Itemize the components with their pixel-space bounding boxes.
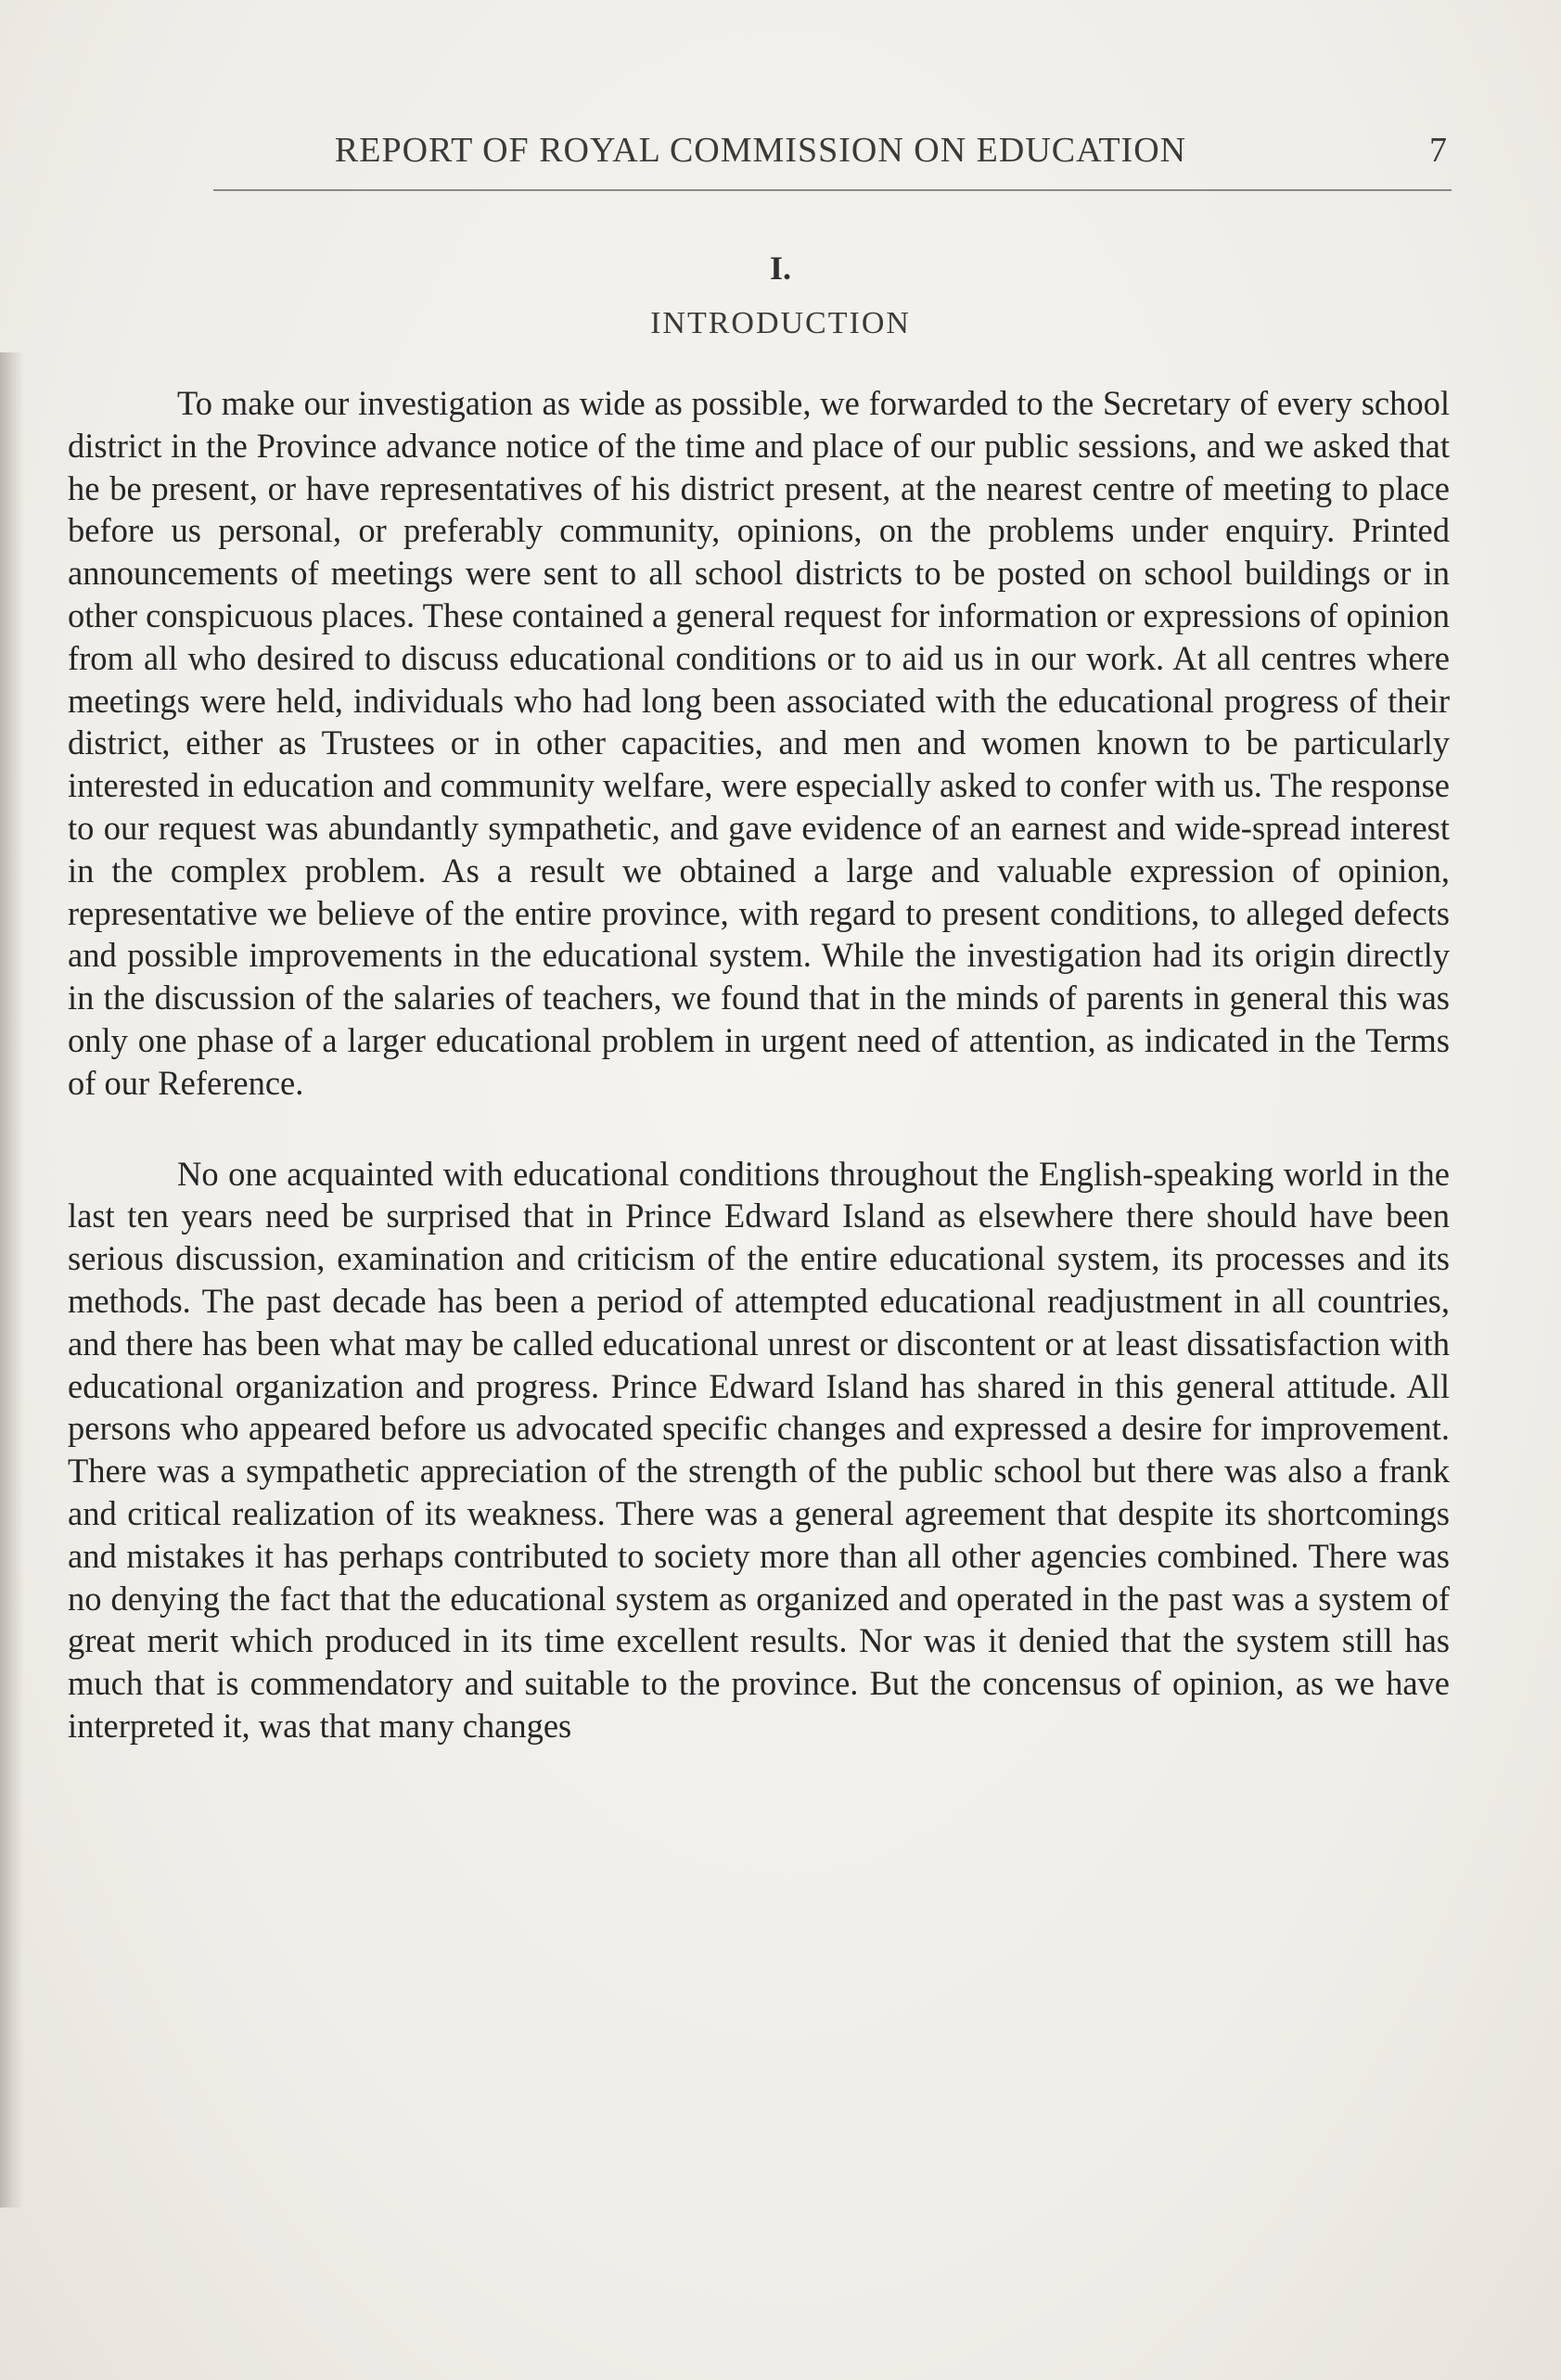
binding-shadow	[0, 352, 24, 2207]
body-text	[68, 382, 1450, 1796]
paragraph-1: To make our investigation as wide as possible, we forwarded to the Secretary of every school district in the Province advance notice of the time and place of our public sessions, and we asked that he be present, or have representatives of his district present, at the nearest centre of meeting to place before us personal, or preferably community, opinions, on the problems under enquiry. Printed announcements of meetings were sent to all school districts to be posted on school buildings or in other conspicuous places. These contained a general request for information or expressions of opinion from all who desired to discuss educational conditions or to aid us in our work. At all centres where meetings were held, individuals who had long been associated with the educational progress of their district, either as Trustees or in other capacities, and men and women known to be particularly interested in education and community welfare, were especially asked to confer with us. The response to our request was abundantly sympathetic, and gave evidence of an earnest and wide-spread interest in the complex problem. As a result we obtained a large and valuable expression of opinion, representative we believe of the entire province, with regard to present conditions, to alleged defects and possible improvements in the educational system. While the investigation had its origin directly in the discussion of the salaries of teachers, we found that in the minds of parents in general this was only one phase of a larger educational problem in urgent need of attention, as indicated in the Terms of our Reference.	[68, 384, 1450, 1102]
running-title: REPORT OF ROYAL COMMISSION ON EDUCATION	[334, 131, 1187, 170]
section-title: INTRODUCTION	[650, 306, 911, 340]
paragraph-2: No one acquainted with educational conditions throughout the English-speaking world in the last ten years need be surprised that in Prince Edward Island as elsewhere there should have been serious discussion, examination and criticism of the entire educational system, its processes and its methods. The past decade has been a period of attempted educational readjustment in all countries, and there has been what may be called educational unrest or discontent or at least dissatisfaction with educational organization and progress. Prince Edward Island has shared in this general attitude. All persons who appeared before us advocated specific changes and expressed a desire for improvement. There was a sympathetic appreciation of the strength of the public school but there was also a frank and critical realization of its weakness. There was a general agreement that despite its shortcomings and mistakes it has perhaps contributed to society more than all other agencies combined. There was no denying the fact that the educational system as organized and operated in the past was a system of great merit which produced in its time excellent results. Nor was it denied that the system still has much that is commendatory and suitable to the province. But the concensus of opinion, as we have interpreted it, was that many changes	[68, 1154, 1450, 1745]
running-head	[213, 130, 1447, 186]
section-number: I.	[769, 250, 791, 287]
page-number: 7	[1429, 131, 1447, 170]
header-rule	[213, 189, 1452, 191]
